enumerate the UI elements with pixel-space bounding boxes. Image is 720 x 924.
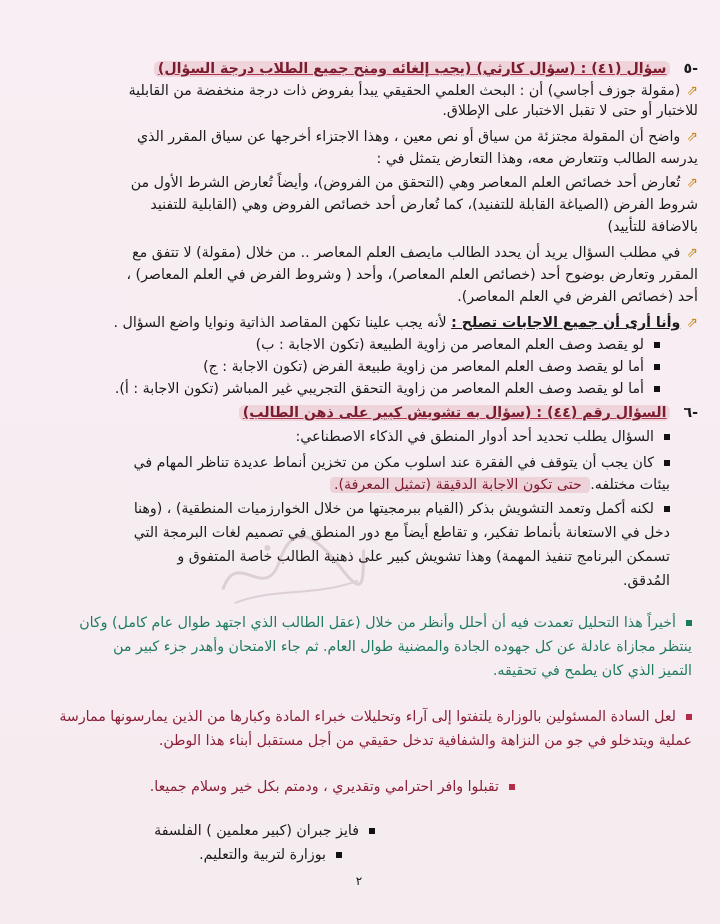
pencil-arrow-icon: ⇗	[686, 315, 698, 331]
q5-paragraph-4	[20, 242, 698, 264]
q6-line-2: بيئات مختلفه.	[590, 477, 670, 493]
pencil-arrow-icon: ⇗	[686, 245, 698, 261]
closing-green-line	[20, 636, 692, 658]
greeting-text: تقبلوا وافر احترامي وتقديري ، ودمتم بكل خير وسلام جميعا.	[149, 779, 499, 795]
closing-red	[20, 706, 692, 728]
square-bullet-icon	[654, 364, 660, 370]
q6-highlight: حتى تكون الاجابة الدقيقة (تمثيل المعرفة).	[330, 477, 590, 493]
q5-option	[20, 356, 660, 378]
q5-line-6: بالاضافة للتأييد)	[607, 219, 698, 235]
closing-red-line	[20, 730, 692, 752]
q5-paragraph-2	[20, 126, 698, 148]
square-bullet-icon	[336, 852, 342, 858]
pencil-arrow-icon: ⇗	[686, 129, 698, 145]
square-bullet-icon	[654, 342, 660, 348]
square-bullet-icon	[654, 386, 660, 392]
q5-opinion-rest: لأنه يجب علينا تكهن المقاصد الذاتية ونوايا واضع السؤال .	[113, 315, 452, 331]
q5-option-2: أما لو يقصد وصف العلم المعاصر من زاوية التحقق التجريبي غير المباشر (تكون الاجابة : أ).	[114, 381, 644, 397]
q5-opinion	[20, 312, 698, 334]
pencil-arrow-icon: ⇗	[686, 83, 698, 99]
q5-number: -٥	[683, 61, 698, 77]
q5-line-0: (مقولة جوزف أجاسي) أن : البحث العلمي الحقيقي يبدأ بفروض ذات درجة منخفضة من القابلية	[128, 83, 681, 99]
square-bullet-icon	[369, 828, 375, 834]
q5-line-3: يدرسه الطالب وتتعارض معه، وهذا التعارض يتمثل في :	[376, 151, 698, 167]
q5-line	[20, 194, 698, 216]
q6-line-5: تسمكن البرنامج تنفيذ المهمة) وهذا تشويش كبير على ذهنية الطالب خاصة المتفوق و	[177, 549, 670, 565]
q6-line-0: السؤال يطلب تحديد أحد أدوار المنطق في الذكاء الاصطناعي:	[295, 429, 654, 445]
square-bullet-icon	[686, 714, 692, 720]
q6-line-6: المُدقق.	[622, 573, 670, 589]
signature-0: فايز جبران (كبير معلمين ) الفلسفة	[154, 823, 359, 839]
pencil-arrow-icon: ⇗	[686, 175, 698, 191]
q6-number: -٦	[683, 405, 698, 421]
q5-line	[20, 100, 698, 122]
q5-line-4: تُعارض أحد خصائص العلم المعاصر وهي (التحقق من الفروض)، وأيضاً تُعارض الشرط الأول من	[130, 175, 681, 191]
closing-green-0: أخيراً هذا التحليل تعمدت فيه أن أحلل وأنظر من خلال (عقل الطالب الذي اجتهد طوال عام كامل) وكان	[79, 615, 676, 631]
closing-green	[20, 612, 692, 634]
q6-line-3: لكنه أكمل وتعمد التشويش بذكر (القيام ببرمجيتها من خلال الخوارزميات المنطقية) ، (وهنا	[133, 501, 654, 517]
square-bullet-icon	[509, 784, 515, 790]
greeting	[20, 776, 515, 798]
square-bullet-icon	[664, 434, 670, 440]
q5-line	[20, 264, 698, 286]
q5-line-2: واضح أن المقولة مجتزئة من سياق أو نص معين ، وهذا الاجتزاء أخرجها عن سياق المقرر الذي	[136, 129, 681, 145]
signature-name	[20, 820, 375, 842]
q5-paragraph-1	[20, 80, 698, 102]
page-number: ٢	[355, 874, 363, 888]
q5-option	[20, 334, 660, 356]
q5-opinion-underlined: وأنا أرى أن جميع الاجابات تصلح :	[451, 315, 681, 331]
q6-item	[20, 426, 670, 448]
q5-heading	[20, 58, 698, 80]
q5-line-9: أحد (خصائص الفرض في العلم المعاصر).	[457, 289, 698, 305]
signature-ministry	[20, 844, 342, 866]
q5-title: سؤال (٤١) : (سؤال كارثي) (يجب إلغائه ومنح جميع الطلاب درجة السؤال)	[154, 61, 671, 77]
closing-red-0: لعل السادة المسئولين بالوزارة يلتفتوا إلى آراء وتحليلات خبراء المادة وكبارها من الذين يمارسونها ممارسة	[59, 709, 676, 725]
q6-heading	[20, 402, 698, 424]
q6-item	[20, 452, 670, 474]
q5-option-1: أما لو يقصد وصف العلم المعاصر من زاوية طبيعة الفرض (تكون الاجابة : ج)	[203, 359, 644, 375]
q5-line-1: للاختبار أو حتى لا تقبل الاختبار على الإطلاق.	[442, 103, 698, 119]
closing-green-1: ينتظر مجازاة عادلة عن كل جهوده الجادة والمضنية طوال العام. ثم جاء الامتحان وأهدر جزء كبير من	[113, 639, 692, 655]
q5-paragraph-3	[20, 172, 698, 194]
square-bullet-icon	[686, 620, 692, 626]
signature-1: بوزارة لتربية والتعليم.	[199, 847, 326, 863]
q6-title: السؤال رقم (٤٤) : (سؤال به تشويش كبير على ذهن الطالب)	[239, 405, 671, 421]
q5-line	[20, 148, 698, 170]
q5-line-7: في مطلب السؤال يريد أن يحدد الطالب مايصف العلم المعاصر .. من خلال (مقولة) لا تتفق مع	[132, 245, 681, 261]
closing-green-2: التميز الذي كان يطمح في تحقيقه.	[492, 663, 692, 679]
square-bullet-icon	[664, 506, 670, 512]
q6-line	[20, 474, 670, 496]
q5-line	[20, 286, 698, 308]
q5-line-5: شروط الفرض (الصياغة القابلة للتفنيد)، كما تُعارض أحد خصائص الفروض وهي (القابلية للتفنيد	[150, 197, 698, 213]
q5-option	[20, 378, 660, 400]
q5-option-0: لو يقصد وصف العلم المعاصر من زاوية الطبيعة (تكون الاجابة : ب)	[255, 337, 644, 353]
closing-red-1: عملية ويتدخلو في جو من النزاهة والشفافية تدخل حقيقي من أجل مستقبل أبناء هذا الوطن.	[158, 733, 692, 749]
q6-line-1: كان يجب أن يتوقف في الفقرة عند اسلوب مكن من تخزين أنماط عديدة تناظر المهام في	[133, 455, 654, 471]
q6-line-4: دخل في الاستعانة بأنماط تفكير، و تقاطع أيضاً مع دور المنطق في تصميم لغات البرمجة التي	[133, 525, 670, 541]
closing-green-line	[20, 660, 692, 682]
q5-line-8: المقرر وتعارض بوضوح أحد (خصائص العلم المعاصر)، وأحد ( وشروط الفرض في العلم المعاصر) ،	[126, 267, 698, 283]
square-bullet-icon	[664, 460, 670, 466]
q5-line	[20, 216, 698, 238]
